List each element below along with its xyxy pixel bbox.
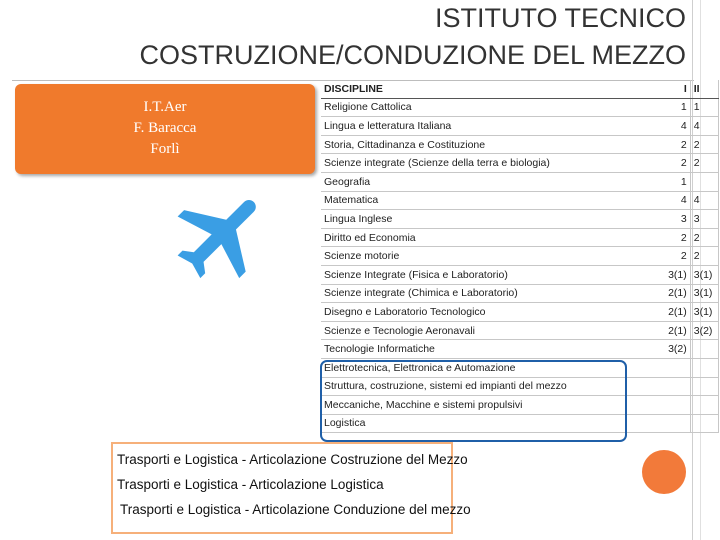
- year-2-cell: 4: [690, 117, 718, 136]
- discipline-cell: Disegno e Laboratorio Tecnologico: [321, 303, 665, 322]
- year-1-cell: 4: [665, 191, 690, 210]
- table-row: [321, 172, 719, 191]
- discipline-cell: Matematica: [321, 191, 665, 210]
- option-costruzione: Trasporti e Logistica - Articolazione Costruzione del Mezzo: [117, 452, 468, 467]
- discipline-cell: Scienze motorie: [321, 247, 665, 266]
- year-2-cell: [690, 358, 718, 377]
- discipline-cell: Geografia: [321, 172, 665, 191]
- table-row: [321, 265, 719, 284]
- discipline-cell: Scienze Integrate (Fisica e Laboratorio): [321, 265, 665, 284]
- year-1-cell: 1: [665, 172, 690, 191]
- year-2-cell: [690, 377, 718, 396]
- discipline-cell: Scienze e Tecnologie Aeronavali: [321, 321, 665, 340]
- school-line-1: I.T.Aer: [143, 99, 187, 115]
- slide-title-line1: ISTITUTO TECNICO: [434, 3, 686, 33]
- header-year-1: I: [665, 80, 690, 98]
- table-row: [321, 321, 719, 340]
- year-1-cell: 2(1): [665, 321, 690, 340]
- year-2-cell: 3(1): [690, 303, 718, 322]
- year-1-cell: [665, 377, 690, 396]
- table-row: [321, 117, 719, 136]
- year-2-cell: 2: [690, 228, 718, 247]
- year-2-cell: 3(1): [690, 265, 718, 284]
- school-line-3: Forlì: [150, 141, 180, 157]
- year-1-cell: 2(1): [665, 303, 690, 322]
- year-2-cell: 2: [690, 247, 718, 266]
- school-line-2: F. Baracca: [133, 120, 197, 136]
- year-2-cell: [690, 172, 718, 191]
- discipline-cell: Lingua e letteratura Italiana: [321, 117, 665, 136]
- year-1-cell: 3: [665, 210, 690, 229]
- year-1-cell: 2: [665, 228, 690, 247]
- year-2-cell: 4: [690, 191, 718, 210]
- discipline-cell: Diritto ed Economia: [321, 228, 665, 247]
- year-2-cell: 2: [690, 135, 718, 154]
- discipline-cell: Struttura, costruzione, sistemi ed impianti del mezzo: [321, 377, 665, 396]
- header-year-2: II: [690, 80, 718, 98]
- table-header-row: [321, 80, 719, 98]
- table-row: [321, 303, 719, 322]
- table-row: [321, 135, 719, 154]
- year-2-cell: 3: [690, 210, 718, 229]
- discipline-cell: Scienze integrate (Chimica e Laboratorio): [321, 284, 665, 303]
- discipline-cell: Scienze integrate (Scienze della terra e biologia): [321, 154, 665, 173]
- year-1-cell: 2: [665, 135, 690, 154]
- year-2-cell: 3(1): [690, 284, 718, 303]
- year-2-cell: [690, 396, 718, 415]
- year-1-cell: 3(2): [665, 340, 690, 359]
- year-1-cell: 1: [665, 98, 690, 117]
- year-1-cell: 3(1): [665, 265, 690, 284]
- slide-title-line2: COSTRUZIONE/CONDUZIONE DEL MEZZO: [139, 40, 686, 70]
- year-1-cell: 2(1): [665, 284, 690, 303]
- year-1-cell: 2: [665, 247, 690, 266]
- discipline-cell: Lingua Inglese: [321, 210, 665, 229]
- year-2-cell: 2: [690, 154, 718, 173]
- table-row: [321, 154, 719, 173]
- year-2-cell: 3(2): [690, 321, 718, 340]
- table-row: [321, 228, 719, 247]
- year-2-cell: 1: [690, 98, 718, 117]
- discipline-cell: Storia, Cittadinanza e Costituzione: [321, 135, 665, 154]
- discipline-cell: Meccaniche, Macchine e sistemi propulsivi: [321, 396, 665, 415]
- table-row: [321, 210, 719, 229]
- year-1-cell: 2: [665, 154, 690, 173]
- highlight-box: [320, 360, 627, 442]
- discipline-cell: Elettrotecnica, Elettronica e Automazione: [321, 358, 665, 377]
- header-discipline: DISCIPLINE: [321, 80, 665, 98]
- table-row: [321, 98, 719, 117]
- school-name: [15, 97, 315, 160]
- table-row: [321, 284, 719, 303]
- decorative-circle: [642, 450, 686, 494]
- airplane-icon: [168, 180, 278, 292]
- table-row: [321, 247, 719, 266]
- year-1-cell: [665, 358, 690, 377]
- year-2-cell: [690, 340, 718, 359]
- year-1-cell: [665, 396, 690, 415]
- discipline-cell: Logistica: [321, 414, 665, 433]
- option-conduzione: Trasporti e Logistica - Articolazione Conduzione del mezzo: [120, 502, 471, 517]
- year-1-cell: 4: [665, 117, 690, 136]
- table-row: [321, 340, 719, 359]
- option-logistica: Trasporti e Logistica - Articolazione Logistica: [117, 477, 384, 492]
- discipline-cell: Tecnologie Informatiche: [321, 340, 665, 359]
- year-1-cell: [665, 414, 690, 433]
- discipline-cell: Religione Cattolica: [321, 98, 665, 117]
- table-row: [321, 191, 719, 210]
- year-2-cell: [690, 414, 718, 433]
